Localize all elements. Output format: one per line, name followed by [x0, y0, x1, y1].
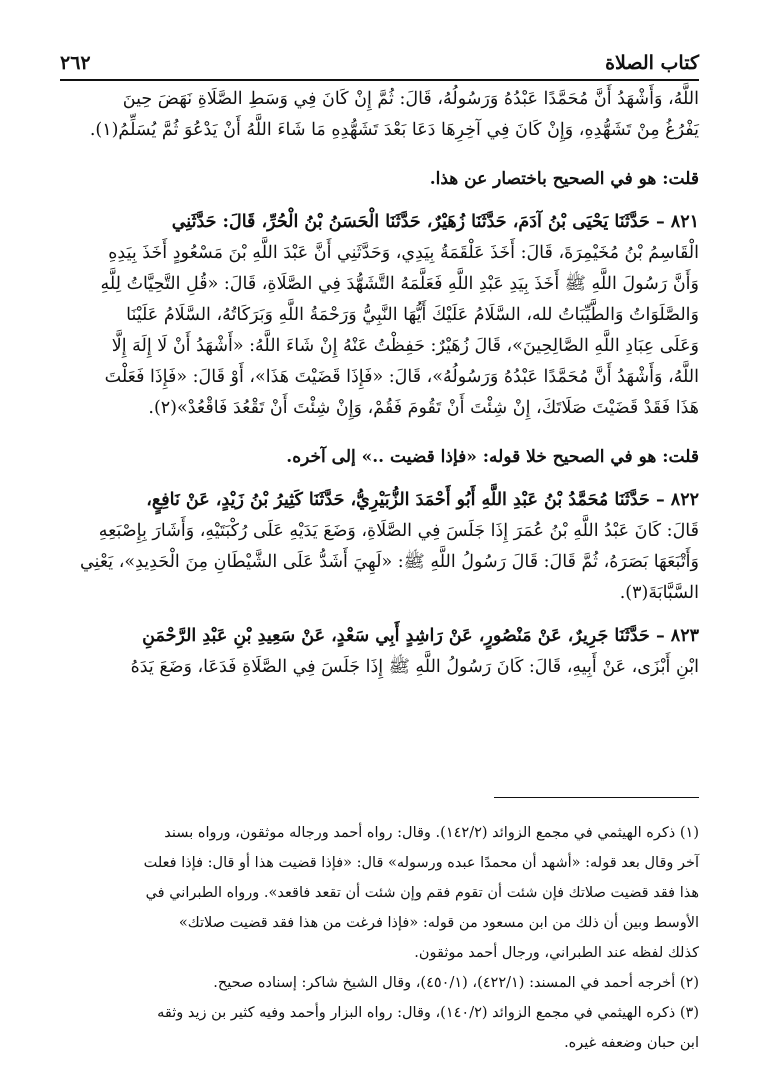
hadith-822-line: ٨٢٢ – حَدَّثَنَا مُحَمَّدُ بْنُ عَبْدِ اللَّهِ أَبُو أَحْمَدَ الزُّبَيْرِيُّ، حَدَّثَنَا كَثِيرُ بْنُ زَيْدٍ، عَنْ نَافِعٍ، — [146, 490, 699, 510]
text-line: الْقَاسِمُ بْنُ مُخَيْمِرَةَ، قَالَ: أَخَذَ عَلْقَمَةُ بِيَدِي، وَحَدَّثَنِي أَنَّ عَبْدَ اللَّهِ بْنَ مَسْعُودٍ أَخَذَ بِيَدِهِ — [108, 243, 699, 263]
footnote-1-cont: كذلك لفظه عند الطبراني، ورجال أحمد موثقون. — [414, 945, 699, 961]
text-line: وَأَتْبَعَهَا بَصَرَهُ، ثُمَّ قَالَ: قَالَ رَسُولُ اللَّهِ ﷺ: «لَهِيَ أَشَدُّ عَلَى الشَّيْطَانِ مِنَ الْحَدِيدِ»، يَعْنِي — [79, 552, 699, 572]
hadith-821-line: ٨٢١ – حَدَّثَنَا يَحْيَى بْنُ آدَمَ، حَدَّثَنَا زُهَيْرٌ، حَدَّثَنَا الْحَسَنُ بْنُ الْحُرِّ، قَالَ: حَدَّثَنِي — [171, 212, 699, 232]
footnote-rule — [494, 797, 699, 798]
text-line: قَالَ: كَانَ عَبْدُ اللَّهِ بْنُ عُمَرَ إِذَا جَلَسَ فِي الصَّلَاةِ، وَضَعَ يَدَيْهِ عَلَى رُكْبَتَيْهِ، وَأَشَارَ بِإِصْبَعِهِ — [98, 521, 699, 541]
text-line: ابْنِ أَبْزَى، عَنْ أَبِيهِ، قَالَ: كَانَ رَسُولُ اللَّهِ ﷺ إِذَا جَلَسَ فِي الصَّلَاةِ فَدَعَا، وَضَعَ يَدَهُ — [130, 657, 699, 677]
editor-note: قلت: هو في الصحيح باختصار عن هذا. — [429, 169, 699, 189]
footnote-1: (١) ذكره الهيثمي في مجمع الزوائد (١٤٢/٢). وقال: رواه أحمد ورجاله موثقون، ورواه بسند — [164, 825, 699, 841]
text-line: يَفْرُغُ مِنْ تَشَهُّدِهِ، وَإِنْ كَانَ فِي آخِرِهَا دَعَا بَعْدَ تَشَهُّدِهِ مَا شَاءَ اللَّهُ أَنْ يَدْعُوَ ثُمَّ يُسَلِّمُ(١). — [89, 120, 699, 140]
footnote-1-cont: الأوسط وبين أن ذلك من ابن مسعود من قوله: «فإذا فرغت من هذا فقد قضيت صلاتك» — [178, 915, 699, 931]
text-line: اللَّهُ، وَأَشْهَدُ أَنَّ مُحَمَّدًا عَبْدُهُ وَرَسُولُهُ»، قَالَ: «فَإِذَا قَضَيْتَ هَذَا»، أَوْ قَالَ: «فَإِذَا فَعَلْتَ — [104, 367, 699, 387]
footnote-3-cont: ابن حبان وضعفه غيره. — [564, 1035, 699, 1051]
footnote-1-cont: هذا فقد قضيت صلاتك فإن شئت أن تقوم فقم وإن شئت أن تقعد فاقعد». ورواه الطبراني في — [145, 885, 699, 901]
text-line: هَذَا فَقَدْ قَضَيْتَ صَلَاتَكَ، إِنْ شِئْتَ أَنْ تَقُومَ فَقُمْ، وَإِنْ شِئْتَ أَنْ تَقْعُدَ فَاقْعُدْ»(٢). — [148, 398, 699, 418]
main-text — [62, 84, 699, 683]
chapter-title: كتاب الصلاة — [605, 52, 699, 74]
footnote-3: (٣) ذكره الهيثمي في مجمع الزوائد (١٤٠/٢)، وقال: رواه البزار وأحمد وفيه كثير بن زيد وثقه — [157, 1005, 699, 1021]
footnotes — [62, 818, 699, 1058]
text-line: وَأَنَّ رَسُولَ اللَّهِ ﷺ أَخَذَ بِيَدِ عَبْدِ اللَّهِ فَعَلَّمَهُ التَّشَهُّدَ فِي الصَّلَاةِ، قَالَ: «قُلِ التَّحِيَّاتُ لِلَّهِ — [100, 274, 699, 294]
footnote-2: (٢) أخرجه أحمد في المسند: (٤٢٢/١)، (٤٥٠/١)، وقال الشيخ شاكر: إسناده صحيح. — [213, 975, 699, 991]
text-line: اللَّهُ، وَأَشْهَدُ أَنَّ مُحَمَّدًا عَبْدُهُ وَرَسُولُهُ، قَالَ: ثُمَّ إِنْ كَانَ فِي وَسَطِ الصَّلَاةِ نَهَضَ حِينَ — [122, 89, 699, 109]
header-rule — [60, 79, 699, 81]
text-line: وَالصَّلَوَاتُ وَالطَّيِّبَاتُ لله، السَّلَامُ عَلَيْكَ أَيُّهَا النَّبِيُّ وَرَحْمَةُ اللَّهِ وَبَرَكَاتُهُ، السَّلَامُ عَلَيْنَا — [126, 305, 699, 325]
text-line: السَّبَّابَةَ(٣). — [619, 583, 699, 603]
page-header — [60, 42, 699, 76]
hadith-823-line: ٨٢٣ – حَدَّثَنَا جَرِيرٌ، عَنْ مَنْصُورٍ، عَنْ رَاشِدٍ أَبِي سَعْدٍ، عَنْ سَعِيدِ بْنِ عَبْدِ الرَّحْمَنِ — [142, 626, 699, 646]
footnote-1-cont: آخر وقال بعد قوله: «أشهد أن محمدًا عبده ورسوله» قال: «فإذا قضيت هذا أو قال: فإذا فعلت — [143, 855, 699, 871]
editor-note: قلت: هو في الصحيح خلا قوله: «فإذا قضيت ..» إلى آخره. — [286, 447, 699, 467]
page-number: ٢٦٢ — [60, 52, 91, 74]
text-line: وَعَلَى عِبَادِ اللَّهِ الصَّالِحِينَ»، قَالَ زُهَيْرٌ: حَفِظْتُ عَنْهُ إِنْ شَاءَ اللَّهُ: «أَشْهَدُ أَنْ لَا إِلَهَ إِلَّا — [111, 336, 699, 356]
